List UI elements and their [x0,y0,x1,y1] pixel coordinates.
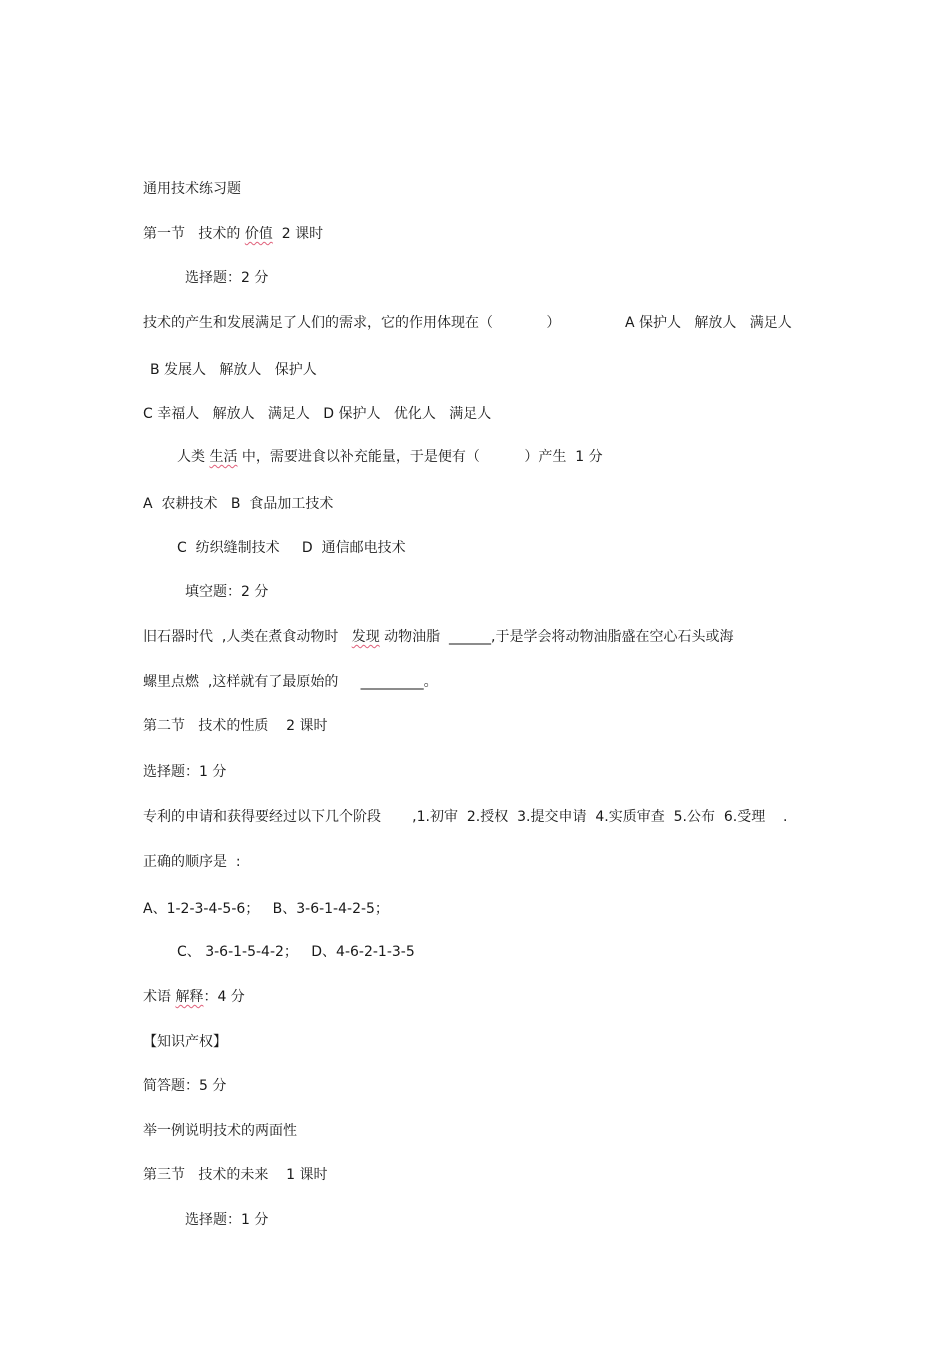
doc-title: 通用技术练习题 [143,181,241,197]
stem-part-a: 人类 [177,449,210,465]
fill-part-a: 旧石器时代 ,人类在煮食动物时 [143,629,352,645]
question-stem: 专利的申请和获得要经过以下几个阶段 ,1.初审 2.授权 3.提交申请 4.实质审查 5.公布 6.受理 . [143,809,788,825]
question-type: 简答题：5 分 [143,1078,227,1094]
options-a-b: A、1-2-3-4-5-6； B、3-6-1-4-2-5； [143,901,389,917]
fill-blank-line-1 [143,627,734,647]
question-stem: 举一例说明技术的两面性 [143,1123,297,1139]
option-a: A 保护人 解放人 满足人 [625,315,792,331]
question-type: 选择题：2 分 [185,270,269,286]
options-c-d: C 幸福人 解放人 满足人 D 保护人 优化人 满足人 [143,406,492,422]
section-1-heading-b: 2 课时 [272,226,324,242]
question-stem [177,447,603,467]
stem-part-b: 中，需要进食以补充能量，于是便有（ ）产生 1 分 [237,449,603,465]
options-c-d: C、 3-6-1-5-4-2； D、4-6-2-1-3-5 [177,944,415,960]
options-c-d: C 纺织缝制技术 D 通信邮电技术 [177,540,406,556]
spellcheck-word: 发现 [351,629,380,645]
term-item: 【知识产权】 [143,1034,227,1050]
spellcheck-word: 生活 [209,449,238,465]
question-type: 选择题：1 分 [185,1212,269,1228]
fill-blank-line-2: 螺里点燃 ,这样就有了最原始的 _________。 [143,674,438,690]
section-1-heading [143,224,323,244]
question-type: 选择题：1 分 [143,764,227,780]
question-stem: 技术的产生和发展满足了人们的需求，它的作用体现在（ ） [143,315,561,331]
fill-part-b: 动物油脂 ______,于是学会将动物油脂盛在空心石头或海 [379,629,734,645]
question-type: 填空题：2 分 [185,584,269,600]
spellcheck-word: 解释 [175,989,204,1005]
term-part-b: ：4 分 [203,989,245,1005]
options-a-b: A 农耕技术 B 食品加工技术 [143,496,334,512]
term-part-a: 术语 [143,989,176,1005]
option-b: B 发展人 解放人 保护人 [150,362,317,378]
question-stem-2: 正确的顺序是 : [143,854,241,870]
term-heading [143,987,245,1007]
section-2-heading: 第二节 技术的性质 2 课时 [143,718,328,734]
section-1-heading-a: 第一节 技术的 [143,226,245,242]
spellcheck-word: 价值 [244,226,273,242]
section-3-heading: 第三节 技术的未来 1 课时 [143,1167,328,1183]
